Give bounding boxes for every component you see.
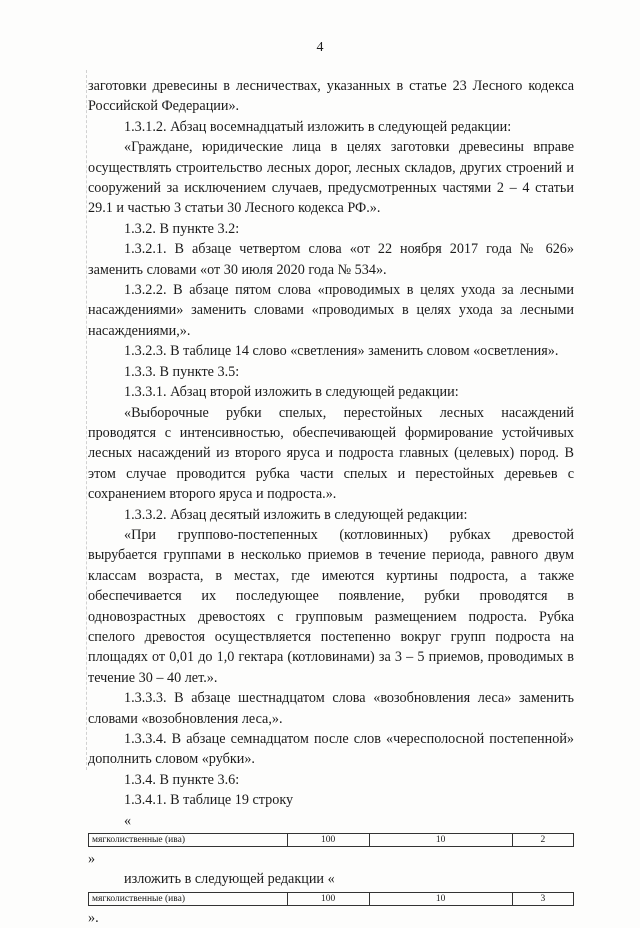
table-cell-value-3: 3	[512, 892, 573, 905]
table-cell-value-2: 10	[369, 834, 512, 847]
paragraph: «Выборочные рубки спелых, перестойных лесных насаждений проводятся с интенсивностью, обеспечивающей формирование устойчивых лесных насаждений из второго яруса и подроста главных (целевых) пород. В этом случае проводится рубка части спелых и перестойных деревьев с сохранением второго яруса и подроста.».	[88, 404, 574, 503]
paragraph: 1.3.2. В пункте 3.2:	[124, 220, 240, 237]
table-new-row	[88, 892, 574, 906]
paragraph: 1.3.4. В пункте 3.6:	[124, 771, 240, 788]
document-body	[88, 76, 574, 928]
paragraph: 1.3.3.1. Абзац второй изложить в следующей редакции:	[124, 384, 459, 401]
paragraph: 1.3.3.4. В абзаце семнадцатом после слов «чересполосной постепенной» дополнить словом «рубки».	[88, 731, 574, 768]
replace-instruction: изложить в следующей редакции «	[124, 871, 335, 888]
open-quote-line	[88, 811, 574, 831]
table-cell-value-3: 2	[512, 834, 573, 847]
table-cell-value-1: 100	[287, 892, 369, 905]
table-cell-value-2: 10	[369, 892, 512, 905]
paragraph: 1.3.2.3. В таблице 14 слово «светления» заменить словом «осветления».	[124, 343, 559, 360]
paragraph: 1.3.2.1. В абзаце четвертом слова «от 22 ноября 2017 года № 626» заменить словами «от 30 июля 2020 года № 534».	[88, 241, 574, 278]
paragraph-list	[88, 76, 574, 811]
table-row	[89, 834, 574, 847]
paragraph: 1.3.3. В пункте 3.5:	[124, 363, 240, 380]
paragraph: 1.3.1.2. Абзац восемнадцатый изложить в следующей редакции:	[124, 118, 512, 135]
paragraph: 1.3.3.3. В абзаце шестнадцатом слова «возобновления леса» заменить словами «возобновления леса,».	[88, 690, 574, 727]
paragraph: «При группово-постепенных (котловинных) рубках древостой вырубается группами в несколько приемов в течение периода, равного двум классам возраста, в местах, где имеются куртины подроста, а также обеспечивается их последующее появление, рубки проводятся в одновозрастных древостоях с групповым размещением подроста. Рубка спелого древостоя осуществляется постепенно вокруг групп подроста на площадях от 0,01 до 1,0 гектара (котловинами) за 3 – 5 приемов, проводимых в течение 30 – 40 лет.».	[88, 526, 574, 686]
table-row	[89, 892, 574, 905]
paragraph: 1.3.4.1. В таблице 19 строку	[124, 792, 294, 809]
table-cell-species: мягколиственные (ива)	[89, 892, 288, 905]
open-quote: «	[124, 812, 132, 829]
paragraph: заготовки древесины в лесничествах, указанных в статье 23 Лесного кодекса Российской Федерации».	[88, 78, 574, 115]
close-quote-1: »	[88, 851, 96, 868]
table-cell-value-1: 100	[287, 834, 369, 847]
table-cell-species: мягколиственные (ива)	[89, 834, 288, 847]
table-old-row	[88, 833, 574, 847]
page-number: 4	[316, 40, 324, 55]
paragraph: «Граждане, юридические лица в целях заготовки древесины вправе осуществлять строительство лесных дорог, лесных складов, других строений и сооружений за исключением случаев, предусмотренных частями 2 – 4 статьи 29.1 и частью 3 статьи 30 Лесного кодекса РФ.».	[88, 139, 574, 217]
paragraph: 1.3.2.2. В абзаце пятом слова «проводимых в целях ухода за лесными насаждениями» заменить словами «проводимых в целях ухода за лесными насаждениями,».	[88, 282, 574, 339]
close-quote-2: ».	[88, 909, 99, 926]
paragraph: 1.3.3.2. Абзац десятый изложить в следующей редакции:	[124, 506, 468, 523]
